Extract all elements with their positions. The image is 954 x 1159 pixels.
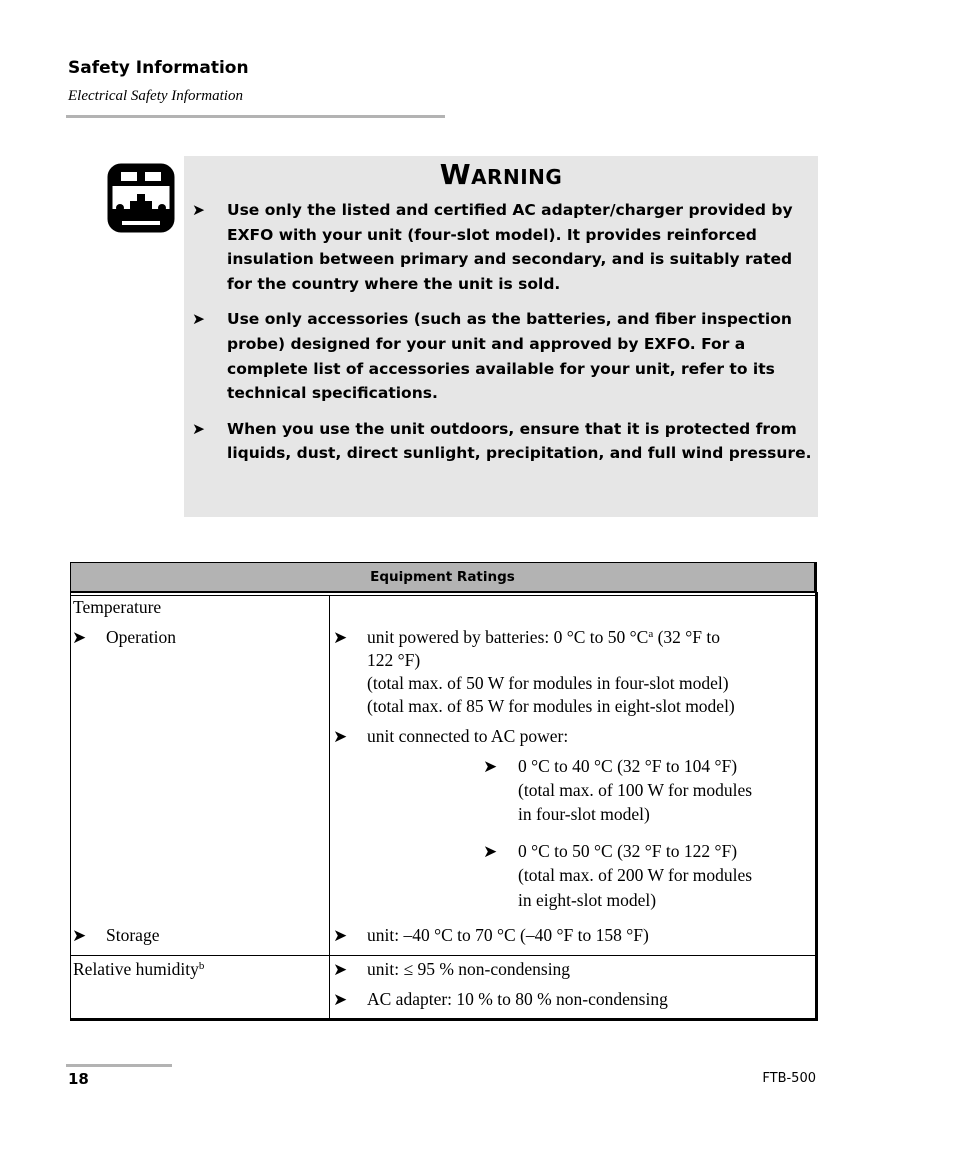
table-rule bbox=[70, 1018, 818, 1021]
footnote-b: b bbox=[198, 960, 205, 972]
ac-range-1-line2: (total max. of 100 W for modules bbox=[518, 780, 753, 800]
bullet-arrow-icon: ➤ bbox=[333, 628, 348, 647]
section-title: Safety Information bbox=[68, 58, 249, 78]
warning-list bbox=[192, 198, 812, 477]
operation-label: Operation bbox=[106, 627, 176, 647]
bullet-arrow-icon: ➤ bbox=[333, 960, 348, 979]
bullet-arrow-icon: ➤ bbox=[333, 990, 348, 1009]
bullet-arrow-icon: ➤ bbox=[72, 628, 87, 647]
battery-operation-line2: 122 °F) bbox=[367, 650, 421, 670]
table-rule bbox=[70, 592, 817, 593]
product-model: FTB-500 bbox=[762, 1071, 816, 1086]
bullet-arrow-icon: ➤ bbox=[333, 926, 348, 945]
bullet-arrow-icon: ➤ bbox=[483, 757, 498, 776]
table-rule bbox=[329, 595, 330, 1021]
header-rule bbox=[66, 115, 445, 118]
footer-rule bbox=[66, 1064, 172, 1067]
warning-item-text: When you use the unit outdoors, ensure that it is protected from liquids, dust, direct sunlight, precipitation, and full wind pressure. bbox=[227, 419, 812, 463]
relative-humidity-label: Relative humidity$^b$ bbox=[73, 959, 205, 979]
warning-box bbox=[184, 156, 818, 517]
table-rule bbox=[815, 592, 818, 1021]
table-rule bbox=[70, 955, 817, 956]
warning-item bbox=[192, 417, 812, 466]
warning-vehicle-icon bbox=[107, 163, 175, 233]
storage-value: unit: –40 °C to 70 °C (–40 °F to 158 °F) bbox=[367, 925, 649, 945]
subsection-title: Electrical Safety Information bbox=[68, 88, 243, 104]
bullet-arrow-icon: ➤ bbox=[483, 842, 498, 861]
bullet-arrow-icon: ➤ bbox=[192, 201, 205, 219]
battery-operation-line4: (total max. of 85 W for modules in eight-slot model) bbox=[367, 696, 735, 716]
page-number: 18 bbox=[68, 1070, 89, 1088]
bullet-arrow-icon: ➤ bbox=[192, 419, 205, 438]
table-rule bbox=[70, 595, 817, 596]
storage-label: Storage bbox=[106, 925, 160, 945]
warning-item-text: Use only accessories (such as the batteries, and fiber inspection probe) designed for your unit and approved by EXFO. For a complete list of accessories available for your unit, refer to its technical specifications. bbox=[227, 310, 792, 403]
warning-item bbox=[192, 198, 812, 296]
ac-range-1-line1: 0 °C to 40 °C (32 °F to 104 °F) bbox=[518, 756, 738, 776]
equipment-ratings-table bbox=[70, 562, 819, 1021]
temperature-label: Temperature bbox=[73, 597, 162, 617]
warning-title: Warning bbox=[439, 158, 563, 191]
table-rule bbox=[70, 592, 71, 1021]
ac-range-2-line2: (total max. of 200 W for modules bbox=[518, 865, 753, 885]
ac-range-2-line1: 0 °C to 50 °C (32 °F to 122 °F) bbox=[518, 841, 738, 861]
warning-item-text: Use only the listed and certified AC adapter/charger provided by EXFO with your unit (four-slot model). It provides reinforced insulation between primary and secondary, and is suitably rated for the country where the unit is sold. bbox=[227, 201, 793, 293]
battery-operation-line3: (total max. of 50 W for modules in four-slot model) bbox=[367, 673, 729, 693]
table-title: Equipment Ratings bbox=[70, 562, 817, 592]
bullet-arrow-icon: ➤ bbox=[333, 727, 348, 746]
battery-operation-text: unit powered by batteries: 0 °C to 50 $^\circ C^a$ (32 °F to bbox=[367, 627, 721, 647]
footnote-a: a bbox=[648, 628, 654, 640]
humidity-unit-value: unit: ≤ 95 % non-condensing bbox=[367, 959, 571, 979]
ac-range-2-line3: in eight-slot model) bbox=[518, 890, 657, 910]
ac-range-1-line3: in four-slot model) bbox=[518, 804, 650, 824]
humidity-adapter-value: AC adapter: 10 % to 80 % non-condensing bbox=[367, 989, 668, 1009]
warning-item bbox=[192, 307, 812, 405]
ac-power-label: unit connected to AC power: bbox=[367, 726, 569, 746]
bullet-arrow-icon: ➤ bbox=[72, 926, 87, 945]
bullet-arrow-icon: ➤ bbox=[192, 310, 205, 329]
